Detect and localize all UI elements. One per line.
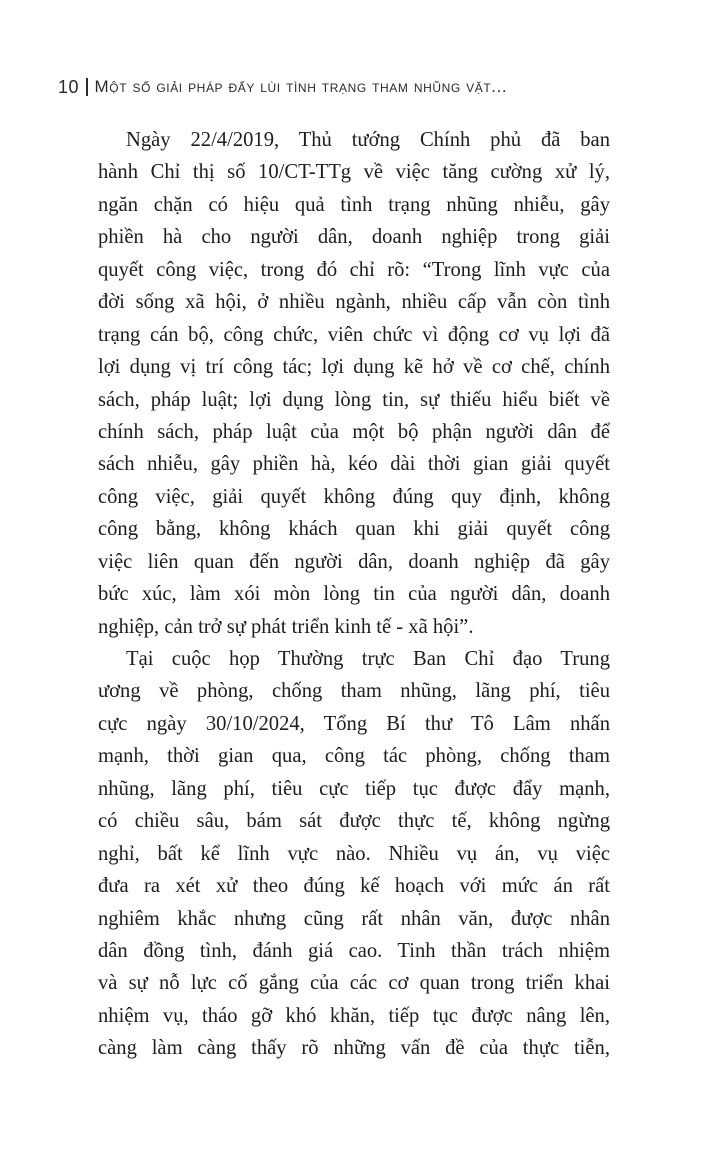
text-line: đưa ra xét xử theo đúng kế hoạch với mức án rất [98, 875, 610, 898]
text-line: nghỉ, bất kể lĩnh vực nào. Nhiều vụ án, vụ việc [98, 842, 610, 865]
text-line: có chiều sâu, bám sát được thực tế, không ngừng [98, 810, 610, 833]
text-line: chính sách, pháp luật của một bộ phận người dân để [98, 420, 610, 443]
text-line: sách nhiễu, gây phiền hà, kéo dài thời gian giải quyết [98, 453, 610, 476]
running-title: Một số giải pháp đẩy lùi tình trạng tham nhũng vặt... [94, 77, 508, 96]
page-number: 10 [58, 76, 80, 97]
text-line: công bằng, không khách quan khi giải quyết công [98, 518, 610, 541]
text-line: Ngày 22/4/2019, Thủ tướng Chính phủ đã ban [126, 129, 610, 151]
text-line: quyết công việc, trong đó chỉ rõ: “Trong lĩnh vực của [98, 258, 610, 281]
text-line: ương về phòng, chống tham nhũng, lãng phí, tiêu [98, 680, 610, 703]
text-line: nhũng, lãng phí, tiêu cực tiếp tục được đẩy mạnh, [98, 777, 610, 800]
running-header [58, 74, 507, 100]
text-line: ngăn chặn có hiệu quả tình trạng nhũng nhiễu, gây [98, 193, 610, 216]
text-line: bức xúc, làm xói mòn lòng tin của người dân, doanh [98, 583, 610, 606]
text-line: lợi dụng vị trí công tác; lợi dụng kẽ hở về cơ chế, chính [98, 356, 610, 379]
text-line: càng làm càng thấy rõ những vấn đề của thực tiễn, [98, 1037, 610, 1060]
text-line: nghiệp, cản trở sự phát triển kinh tế - xã hội”. [98, 615, 474, 638]
paragraph-1 [98, 124, 610, 643]
text-line: Tại cuộc họp Thường trực Ban Chỉ đạo Trung [126, 648, 610, 670]
text-line: công việc, giải quyết không đúng quy định, không [98, 485, 610, 508]
text-line: sách, pháp luật; lợi dụng lòng tin, sự thiếu hiểu biết về [98, 388, 610, 411]
text-line: đời sống xã hội, ở nhiều ngành, nhiều cấp vẫn còn tình [98, 291, 610, 314]
text-line: nhiệm vụ, tháo gỡ khó khăn, tiếp tục được nâng lên, [98, 1004, 610, 1027]
text-line: hành Chỉ thị số 10/CT-TTg về việc tăng cường xử lý, [98, 161, 610, 184]
text-line: cực ngày 30/10/2024, Tổng Bí thư Tô Lâm nhấn [98, 712, 610, 735]
body-text [98, 124, 610, 1065]
text-line: phiền hà cho người dân, doanh nghiệp trong giải [98, 226, 610, 249]
paragraph-2 [98, 643, 610, 1065]
header-divider [86, 78, 88, 96]
text-line: mạnh, thời gian qua, công tác phòng, chống tham [98, 745, 610, 768]
text-line: nghiêm khắc nhưng cũng rất nhân văn, được nhân [98, 907, 610, 930]
text-line: và sự nỗ lực cố gắng của các cơ quan trong triển khai [98, 972, 610, 995]
text-line: việc liên quan đến người dân, doanh nghiệp đã gây [98, 550, 610, 573]
text-line: trạng cán bộ, công chức, viên chức vì động cơ vụ lợi đã [98, 323, 610, 346]
text-line: dân đồng tình, đánh giá cao. Tinh thần trách nhiệm [98, 939, 610, 962]
